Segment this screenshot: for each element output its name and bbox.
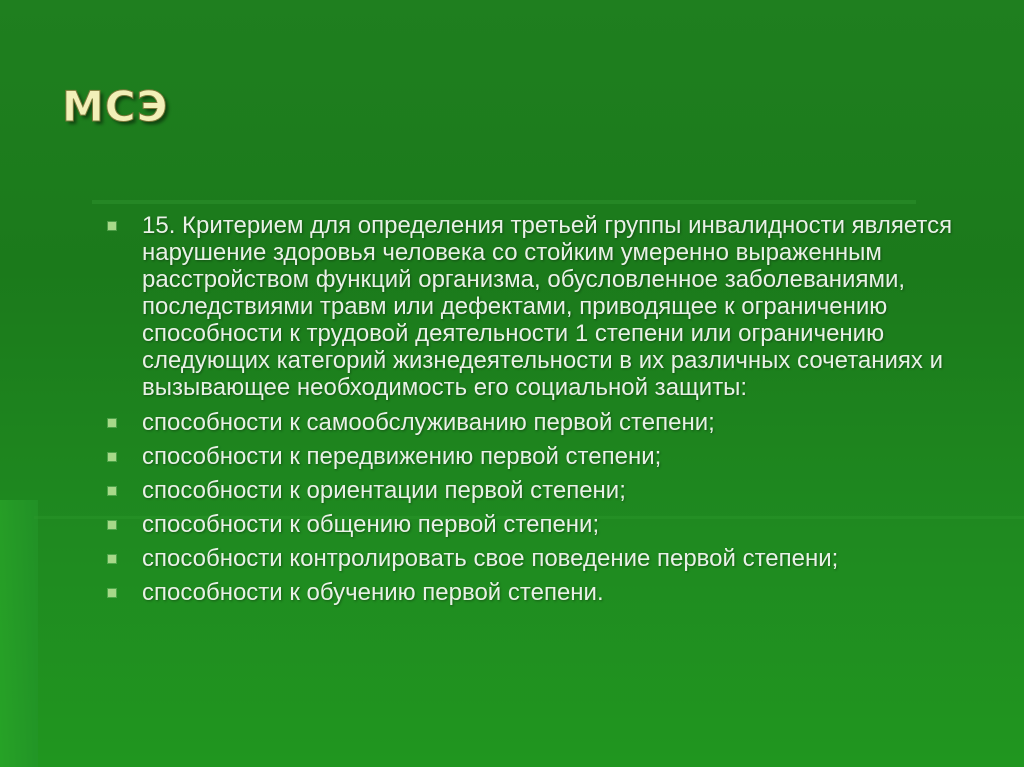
decorative-line-top xyxy=(92,200,916,204)
decorative-panel xyxy=(0,500,38,767)
list-item-text: способности к самообслуживанию первой степени; xyxy=(142,409,715,436)
bullet-icon xyxy=(108,222,116,230)
list-item xyxy=(104,579,999,606)
bullet-icon xyxy=(108,555,116,563)
list-item xyxy=(104,511,999,538)
list-item-text: способности контролировать свое поведение первой степени; xyxy=(142,545,839,572)
bullet-icon xyxy=(108,453,116,461)
list-item xyxy=(104,545,999,572)
list-item xyxy=(104,443,999,470)
list-item-text: способности к передвижению первой степени; xyxy=(142,443,662,470)
bullet-icon xyxy=(108,419,116,427)
bullet-icon xyxy=(108,487,116,495)
list-item xyxy=(104,477,999,504)
list-item xyxy=(104,409,999,436)
list-item-text: способности к обучению первой степени. xyxy=(142,579,604,606)
list-item-text: 15. Критерием для определения третьей группы инвалидности является нарушение здоровья человека со стойким умеренно выраженным расстройством функций организма, обусловленное заболеваниями, последствиями травм или дефектами, приводящее к ограничению способности к трудовой деятельности 1 степени или ограничению следующих категорий жизнедеятельности в их различных сочетаниях и вызывающее необходимость его социальной защиты: xyxy=(142,212,953,401)
bullet-icon xyxy=(108,589,116,597)
list-item-text: способности к ориентации первой степени; xyxy=(142,477,626,504)
list-item-text: способности к общению первой степени; xyxy=(142,511,600,538)
bullet-list xyxy=(104,212,999,613)
bullet-icon xyxy=(108,521,116,529)
list-item xyxy=(104,212,999,401)
slide-title: МСЭ xyxy=(62,82,169,131)
